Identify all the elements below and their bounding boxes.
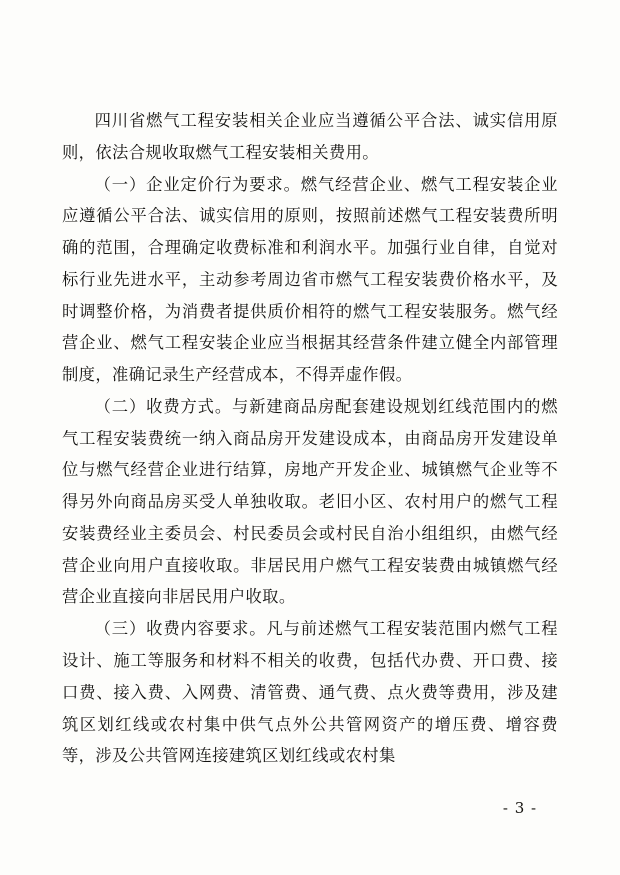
paragraph-item-1: （一）企业定价行为要求。燃气经营企业、燃气工程安装企业应遵循公平合法、诚实信用的原则，按照前述燃气工程安装费所明确的范围，合理确定收费标准和利润水平。加强行业自律，自觉对标行业先进水平，主动参考周边省市燃气工程安装费价格水平，及时调整价格，为消费者提供质价相符的燃气工程安装服务。燃气经营企业、燃气工程安装企业应当根据其经营条件建立健全内部管理制度，准确记录生产经营成本，不得弄虚作假。 [62, 174, 558, 385]
page-number-text: - 3 - [502, 799, 538, 817]
paragraph-item-3: （三）收费内容要求。凡与前述燃气工程安装范围内燃气工程设计、施工等服务和材料不相关的收费，包括代办费、开口费、接口费、接入费、入网费、清管费、通气费、点火费等费用，涉及建筑区划红线或农村集中供气点外公共管网资产的增压费、增容费等，涉及公共管网连接建筑区划红线或农村集 [62, 619, 558, 766]
page-number [0, 799, 620, 817]
document-body [62, 105, 558, 772]
paragraph-intro: 四川省燃气工程安装相关企业应当遵循公平合法、诚实信用原则，依法合规收取燃气工程安装相关费用。 [62, 111, 558, 162]
paragraph-item-2: （二）收费方式。与新建商品房配套建设规划红线范围内的燃气工程安装费统一纳入商品房开发建设成本，由商品房开发建设单位与燃气经营企业进行结算，房地产开发企业、城镇燃气企业等不得另外向商品房买受人单独收取。老旧小区、农村用户的燃气工程安装费经业主委员会、村民委员会或村民自治小组组织，由燃气经营企业向用户直接收取。非居民用户燃气工程安装费由城镇燃气经营企业直接向非居民用户收取。 [62, 396, 558, 607]
